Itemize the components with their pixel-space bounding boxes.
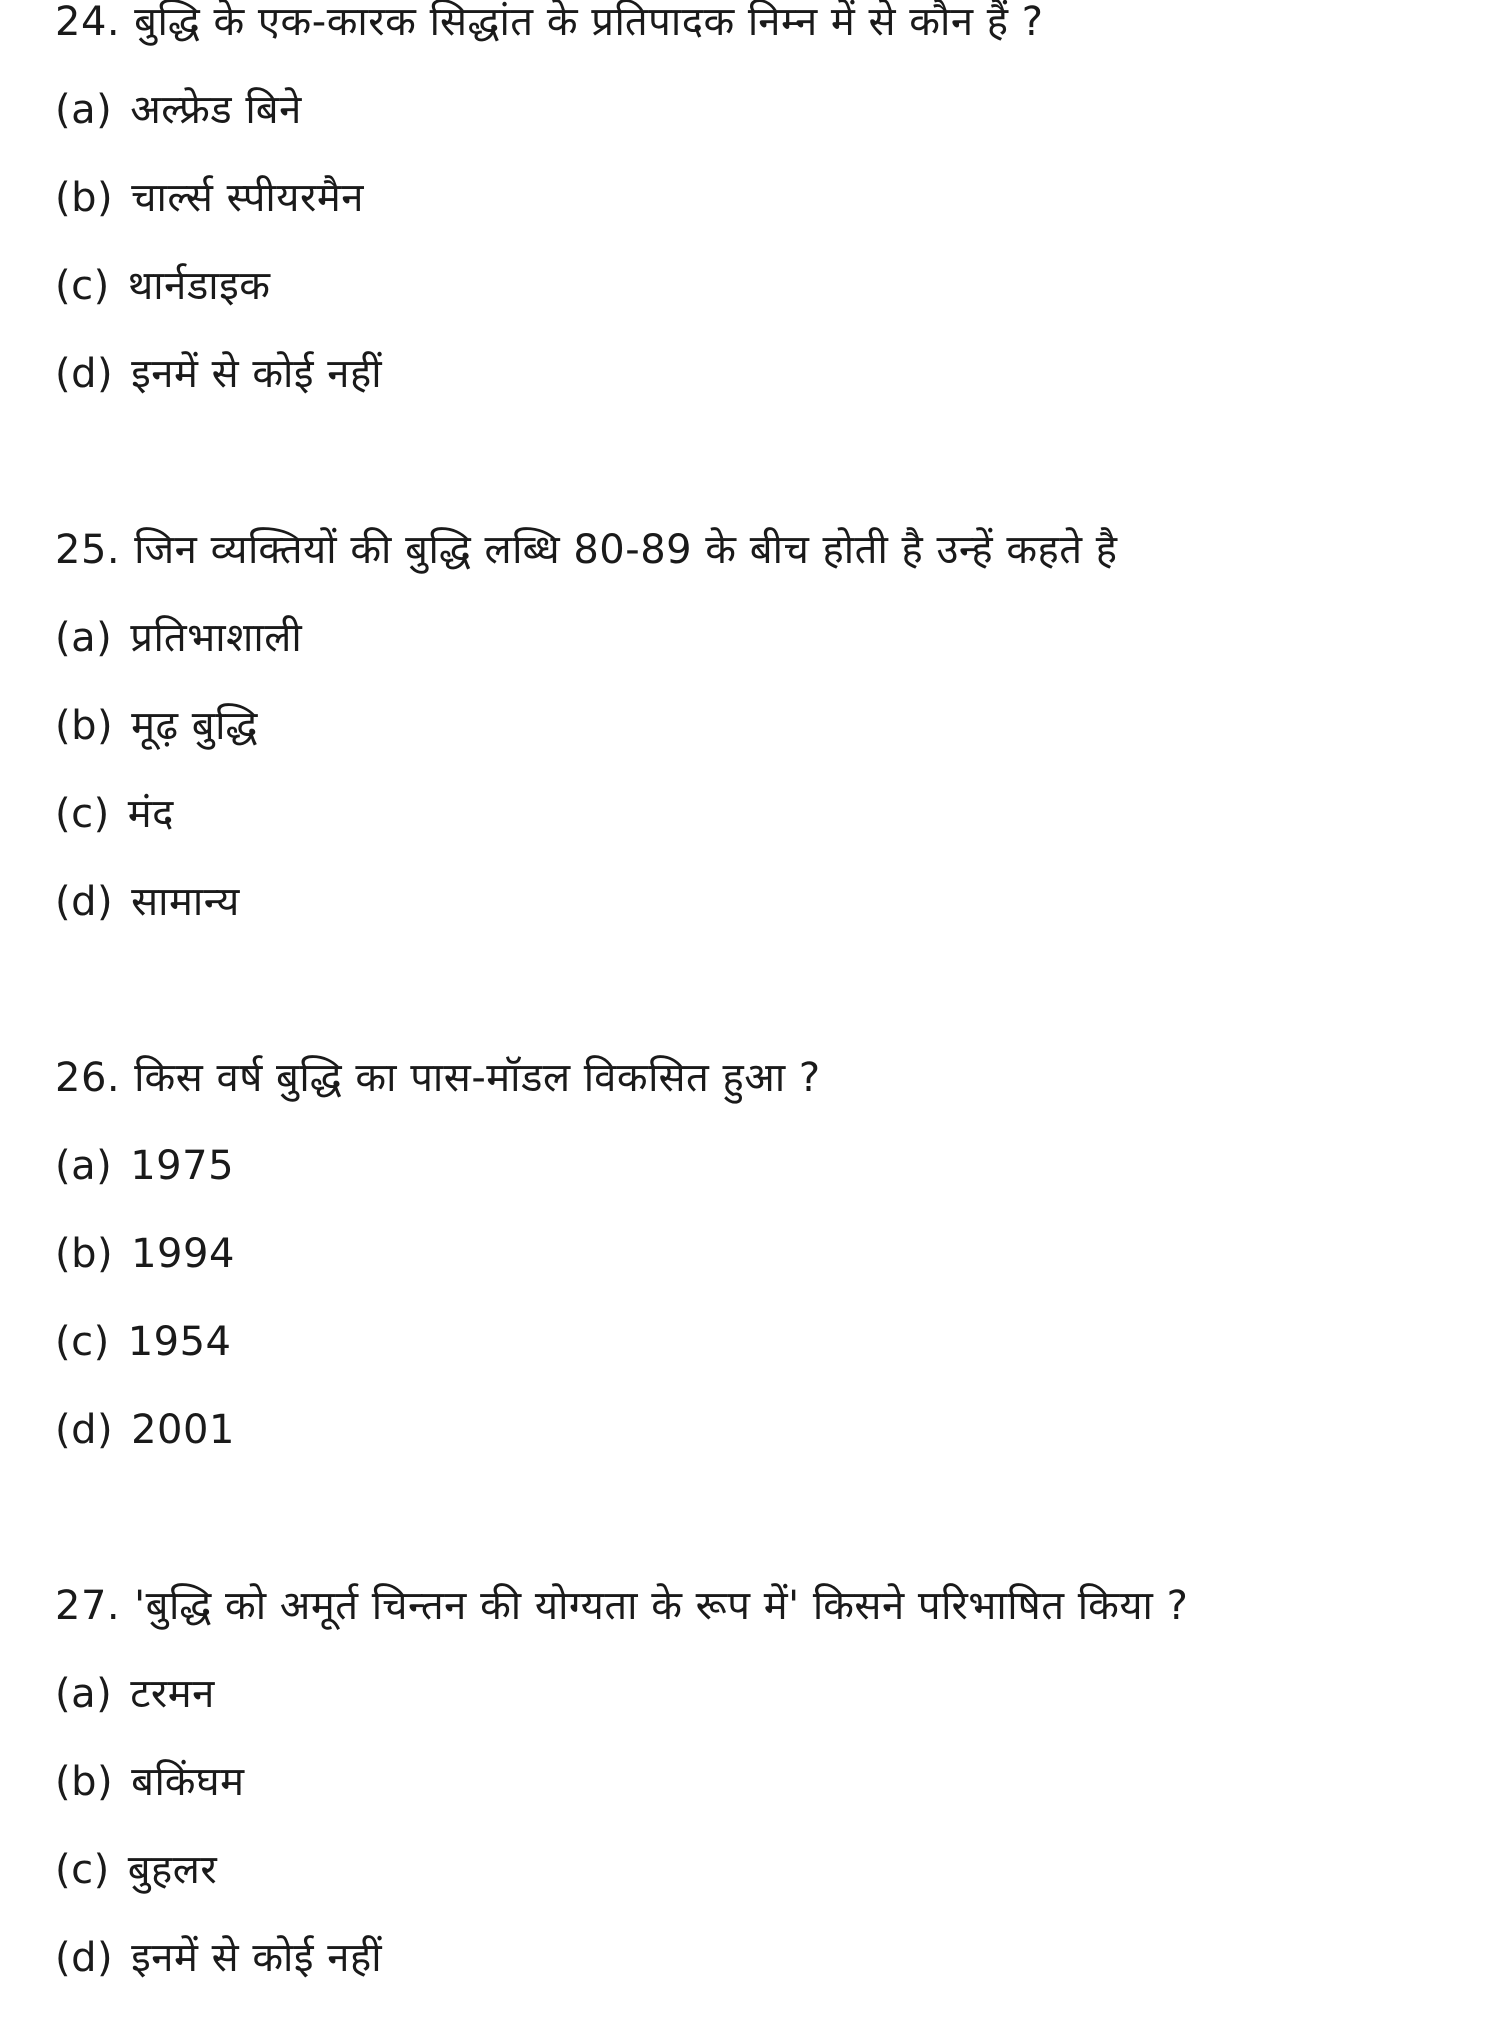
option-label: (c)	[55, 1319, 110, 1365]
option-text: अल्फ्रेड बिने	[130, 87, 302, 133]
option-text: 1954	[127, 1319, 232, 1365]
option-label: (a)	[55, 615, 113, 661]
option-24-c	[55, 258, 270, 314]
option-text: 1994	[131, 1231, 235, 1277]
option-text: बकिंघम	[131, 1759, 245, 1805]
question-24	[55, 0, 1043, 50]
question-27	[55, 1578, 1188, 1634]
option-25-a	[55, 610, 302, 666]
question-number: 26.	[55, 1055, 121, 1101]
option-label: (a)	[55, 1671, 113, 1717]
option-24-a	[55, 82, 302, 138]
question-number: 25.	[55, 527, 121, 573]
option-text: सामान्य	[131, 879, 240, 925]
option-text: 1975	[130, 1143, 235, 1189]
option-label: (a)	[55, 87, 113, 133]
option-25-b	[55, 698, 258, 754]
option-label: (b)	[55, 703, 114, 749]
option-label: (c)	[55, 791, 110, 837]
option-24-d	[55, 346, 382, 402]
question-26	[55, 1050, 821, 1106]
option-label: (b)	[55, 1231, 114, 1277]
option-label: (a)	[55, 1143, 113, 1189]
option-26-a	[55, 1138, 234, 1194]
option-label: (c)	[55, 263, 110, 309]
option-text: चार्ल्स स्पीयरमैन	[131, 175, 364, 221]
option-27-a	[55, 1666, 215, 1722]
option-text: मूढ़ बुद्धि	[131, 703, 258, 749]
option-27-d	[55, 1930, 382, 1986]
question-25	[55, 522, 1118, 578]
question-text: जिन व्यक्तियों की बुद्धि लब्धि 80-89 के बीच होती है उन्हें कहते है	[134, 527, 1118, 573]
option-label: (c)	[55, 1847, 110, 1893]
question-number: 27.	[55, 1583, 121, 1629]
option-label: (d)	[55, 1935, 114, 1981]
question-number: 24.	[55, 0, 121, 45]
option-27-b	[55, 1754, 245, 1810]
option-label: (b)	[55, 175, 114, 221]
option-text: टरमन	[130, 1671, 215, 1717]
question-text: किस वर्ष बुद्धि का पास-मॉडल विकसित हुआ ?	[134, 1055, 821, 1101]
option-27-c	[55, 1842, 217, 1898]
option-text: इनमें से कोई नहीं	[131, 351, 383, 397]
option-26-d	[55, 1402, 235, 1458]
option-25-d	[55, 874, 240, 930]
question-text: बुद्धि के एक-कारक सिद्धांत के प्रतिपादक निम्न में से कौन हैं ?	[134, 0, 1044, 45]
option-26-c	[55, 1314, 232, 1370]
option-text: 2001	[131, 1407, 235, 1453]
question-text: 'बुद्धि को अमूर्त चिन्तन की योग्यता के रूप में' किसने परिभाषित किया ?	[134, 1583, 1189, 1629]
option-label: (d)	[55, 1407, 114, 1453]
option-label: (d)	[55, 879, 114, 925]
option-label: (d)	[55, 351, 114, 397]
option-text: बुहलर	[127, 1847, 218, 1893]
option-label: (b)	[55, 1759, 114, 1805]
option-text: इनमें से कोई नहीं	[131, 1935, 383, 1981]
option-26-b	[55, 1226, 235, 1282]
option-text: मंद	[127, 791, 174, 837]
option-text: थार्नडाइक	[127, 263, 271, 309]
option-24-b	[55, 170, 364, 226]
option-25-c	[55, 786, 174, 842]
option-text: प्रतिभाशाली	[130, 615, 303, 661]
